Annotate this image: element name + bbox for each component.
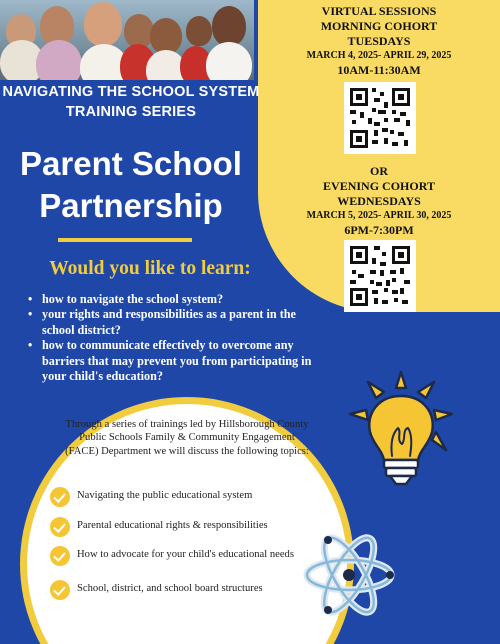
list-item: • your rights and responsibilities as a parent in the school district? (28, 307, 328, 338)
evening-cohort-label: EVENING COHORT (323, 179, 435, 193)
checkmark-icon (50, 546, 70, 566)
list-item: • how to navigate the school system? (28, 292, 328, 307)
evening-cohort-day: WEDNESDAYS (337, 194, 421, 208)
series-heading-line1: NAVIGATING THE SCHOOL SYSTEM (2, 84, 260, 100)
page-title-line2: Partnership (39, 187, 223, 224)
qr-code-icon[interactable] (344, 240, 416, 312)
or-label: OR (370, 164, 388, 178)
photo-person (206, 42, 252, 80)
list-item: • how to communicate effectively to overcome any barriers that may prevent you from participating in your child's education? (28, 338, 328, 384)
page-title-line1: Parent School (20, 145, 242, 182)
morning-cohort-dates: MARCH 4, 2025- APRIL 29, 2025 (306, 50, 452, 61)
photo-person (150, 18, 182, 54)
title-divider (58, 238, 192, 242)
topic-label: Navigating the public educational system (77, 490, 253, 501)
checkmark-icon (50, 580, 70, 600)
qr-code-icon (344, 240, 416, 312)
learn-list (28, 292, 328, 384)
photo-person (186, 16, 212, 46)
qr-code-icon[interactable] (344, 82, 416, 154)
qr-code-icon (344, 82, 416, 154)
topic-label: School, district, and school board structures (77, 583, 263, 594)
topic-label: Parental educational rights & responsibilities (77, 520, 268, 531)
photo-person (36, 40, 82, 80)
learn-question: Would you like to learn: (49, 258, 251, 279)
topic-label: How to advocate for your child's educational needs (77, 549, 294, 560)
family-photo (0, 0, 254, 80)
morning-cohort-time: 10AM-11:30AM (337, 63, 421, 77)
lightbulb-icon (346, 370, 456, 490)
morning-cohort-day: TUESDAYS (347, 34, 411, 48)
atom-icon (302, 528, 396, 622)
morning-cohort-label: MORNING COHORT (320, 19, 438, 33)
evening-cohort-dates: MARCH 5, 2025- APRIL 30, 2025 (306, 210, 452, 221)
evening-cohort-time: 6PM-7:30PM (344, 223, 414, 237)
photo-person (84, 2, 122, 46)
series-heading-line2: TRAINING SERIES (65, 104, 197, 120)
checkmark-icon (50, 487, 70, 507)
checkmark-icon (50, 517, 70, 537)
topics-intro: Through a series of trainings led by Hillsborough County Public Schools Family & Community Engagement (FACE) Department we will discuss the following topics: (65, 419, 309, 457)
sessions-heading: VIRTUAL SESSIONS (321, 4, 437, 18)
photo-person (212, 6, 246, 46)
